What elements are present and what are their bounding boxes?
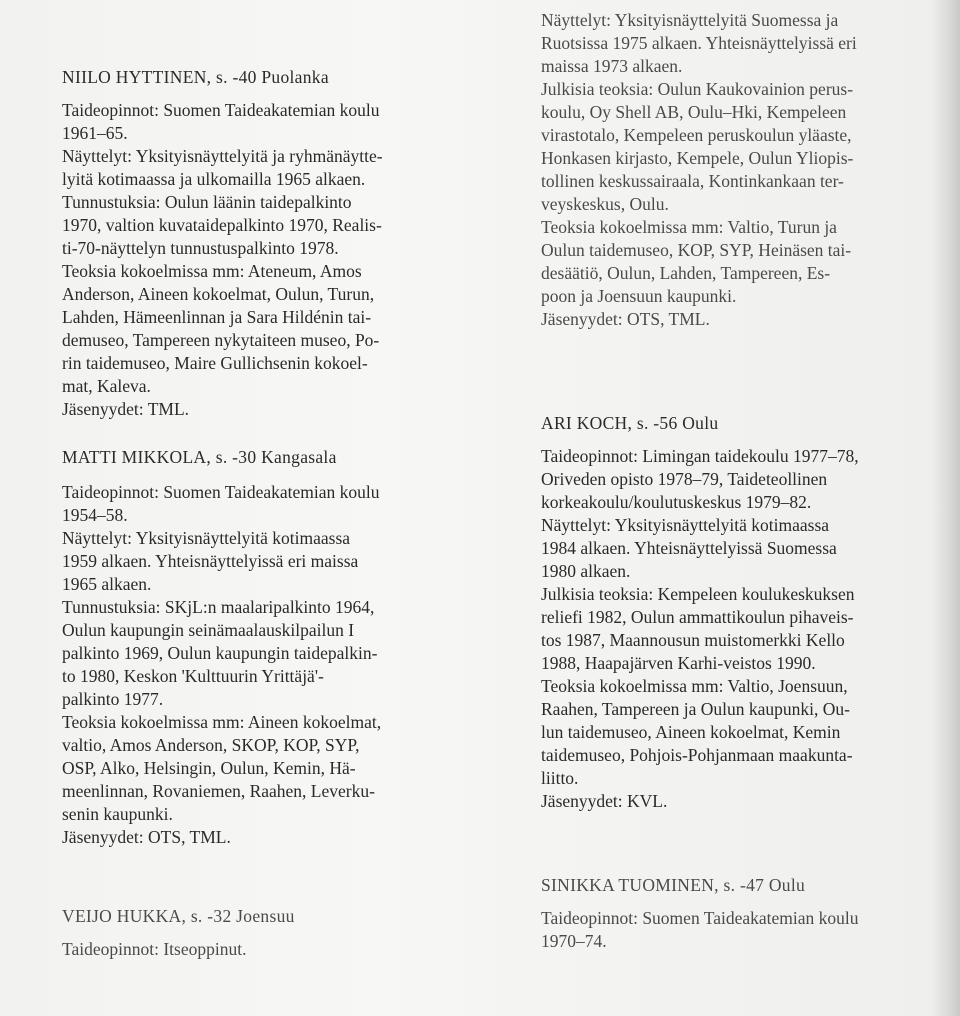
text-line: 1970, valtion kuvataidepalkinto 1970, Realis-	[62, 215, 382, 235]
text-line: demuseo, Tampereen nykytaiteen museo, Po-	[62, 330, 380, 350]
text-line: 1965 alkaen.	[62, 574, 152, 594]
text-line: Raahen, Tampereen ja Oulun kaupunki, Ou-	[541, 699, 850, 719]
artist-details	[541, 445, 859, 813]
text-line: Julkisia teoksia: Kempeleen koulukeskuksen	[541, 584, 855, 604]
text-line: Jäsenyydet: KVL.	[541, 791, 668, 811]
text-line: 1984 alkaen. Yhteisnäyttelyissä Suomessa	[541, 538, 837, 558]
text-line: korkeakoulu/koulutuskeskus 1979–82.	[541, 492, 812, 512]
text-line: reliefi 1982, Oulun ammattikoulun pihaveis-	[541, 607, 854, 627]
text-line: ti-70-näyttelyn tunnustuspalkinto 1978.	[62, 238, 339, 258]
text-line: palkinto 1977.	[62, 689, 164, 709]
text-line: Honkasen kirjasto, Kempele, Oulun Yliopis-	[541, 148, 854, 168]
text-line: OSP, Alko, Helsingin, Oulun, Kemin, Hä-	[62, 758, 356, 778]
artist-details	[62, 481, 381, 849]
text-line: Ruotsissa 1975 alkaen. Yhteisnäyttelyissä eri	[541, 33, 857, 53]
artist-entry-matti-mikkola	[62, 446, 381, 849]
text-line: valtio, Amos Anderson, SKOP, KOP, SYP,	[62, 735, 360, 755]
text-line: Oulun kaupungin seinämaalauskilpailun I	[62, 620, 355, 640]
continued-artist-entry	[541, 9, 857, 331]
text-line: koulu, Oy Shell AB, Oulu–Hki, Kempeleen	[541, 102, 847, 122]
text-line: Teoksia kokoelmissa mm: Valtio, Joensuun,	[541, 676, 848, 696]
artist-heading: MATTI MIKKOLA, s. -30 Kangasala	[62, 447, 337, 467]
text-line: rin taidemuseo, Maire Gullichsenin kokoel-	[62, 353, 368, 373]
text-line: desäätiö, Oulun, Lahden, Tampereen, Es-	[541, 263, 831, 283]
text-line: Taideopinnot: Suomen Taideakatemian koulu	[62, 100, 380, 120]
text-line: Taideopinnot: Itseoppinut.	[62, 939, 247, 959]
text-line: Oulun taidemuseo, KOP, SYP, Heinäsen tai-	[541, 240, 852, 260]
artist-heading: NIILO HYTTINEN, s. -40 Puolanka	[62, 67, 329, 87]
artist-heading: ARI KOCH, s. -56 Oulu	[541, 413, 719, 433]
text-line: veyskeskus, Oulu.	[541, 194, 669, 214]
text-line: meenlinnan, Rovaniemen, Raahen, Leverku-	[62, 781, 375, 801]
text-line: Jäsenyydet: TML.	[62, 399, 190, 419]
artist-entry-veijo-hukka	[62, 905, 295, 961]
text-line: Tunnustuksia: SKjL:n maalaripalkinto 1964,	[62, 597, 375, 617]
text-line: tollinen keskussairaala, Kontinkankaan ter-	[541, 171, 844, 191]
artist-entry-sinikka-tuominen	[541, 874, 859, 953]
artist-entry-niilo-hyttinen	[62, 66, 383, 421]
text-line: senin kaupunki.	[62, 804, 173, 824]
text-line: tos 1987, Maannousun muistomerkki Kello	[541, 630, 845, 650]
text-line: mat, Kaleva.	[62, 376, 151, 396]
text-line: 1959 alkaen. Yhteisnäyttelyissä eri maissa	[62, 551, 359, 571]
text-line: Taideopinnot: Suomen Taideakatemian koulu	[541, 908, 859, 928]
artist-heading: VEIJO HUKKA, s. -32 Joensuu	[62, 906, 295, 926]
text-line: Teoksia kokoelmissa mm: Aineen kokoelmat,	[62, 712, 382, 732]
text-line: to 1980, Keskon 'Kulttuurin Yrittäjä'-	[62, 666, 324, 686]
text-line: Anderson, Aineen kokoelmat, Oulun, Turun,	[62, 284, 375, 304]
text-line: Teoksia kokoelmissa mm: Valtio, Turun ja	[541, 217, 837, 237]
text-line: palkinto 1969, Oulun kaupungin taidepalkin-	[62, 643, 378, 663]
text-line: taidemuseo, Pohjois-Pohjanmaan maakunta-	[541, 745, 853, 765]
text-line: Taideopinnot: Suomen Taideakatemian koulu	[62, 482, 380, 502]
text-line: liitto.	[541, 768, 579, 788]
text-line: 1961–65.	[62, 123, 128, 143]
artist-details	[62, 938, 295, 961]
artist-details	[541, 9, 857, 331]
text-line: virastotalo, Kempeleen peruskoulun yläaste,	[541, 125, 852, 145]
text-line: Teoksia kokoelmissa mm: Ateneum, Amos	[62, 261, 362, 281]
artist-details	[541, 907, 859, 953]
text-line: 1970–74.	[541, 931, 607, 951]
text-line: Näyttelyt: Yksityisnäyttelyitä Suomessa ja	[541, 10, 839, 30]
text-line: Näyttelyt: Yksityisnäyttelyitä kotimaassa	[62, 528, 351, 548]
text-line: Jäsenyydet: OTS, TML.	[62, 827, 231, 847]
text-line: Näyttelyt: Yksityisnäyttelyitä kotimaassa	[541, 515, 830, 535]
text-line: Julkisia teoksia: Oulun Kaukovainion perus-	[541, 79, 854, 99]
text-line: maissa 1973 alkaen.	[541, 56, 683, 76]
text-line: Oriveden opisto 1978–79, Taideteollinen	[541, 469, 828, 489]
text-line: poon ja Joensuun kaupunki.	[541, 286, 737, 306]
text-line: Taideopinnot: Limingan taidekoulu 1977–78,	[541, 446, 859, 466]
text-line: lun taidemuseo, Aineen kokoelmat, Kemin	[541, 722, 841, 742]
text-line: Jäsenyydet: OTS, TML.	[541, 309, 710, 329]
text-line: 1980 alkaen.	[541, 561, 631, 581]
text-line: Lahden, Hämeenlinnan ja Sara Hildénin tai-	[62, 307, 372, 327]
text-line: lyitä kotimaassa ja ulkomailla 1965 alkaen.	[62, 169, 366, 189]
artist-heading: SINIKKA TUOMINEN, s. -47 Oulu	[541, 875, 806, 895]
text-line: 1954–58.	[62, 505, 128, 525]
text-line: Tunnustuksia: Oulun läänin taidepalkinto	[62, 192, 352, 212]
text-line: 1988, Haapajärven Karhi-veistos 1990.	[541, 653, 816, 673]
artist-entry-ari-koch	[541, 412, 859, 813]
artist-details	[62, 99, 383, 421]
text-line: Näyttelyt: Yksityisnäyttelyitä ja ryhmänäytte-	[62, 146, 383, 166]
